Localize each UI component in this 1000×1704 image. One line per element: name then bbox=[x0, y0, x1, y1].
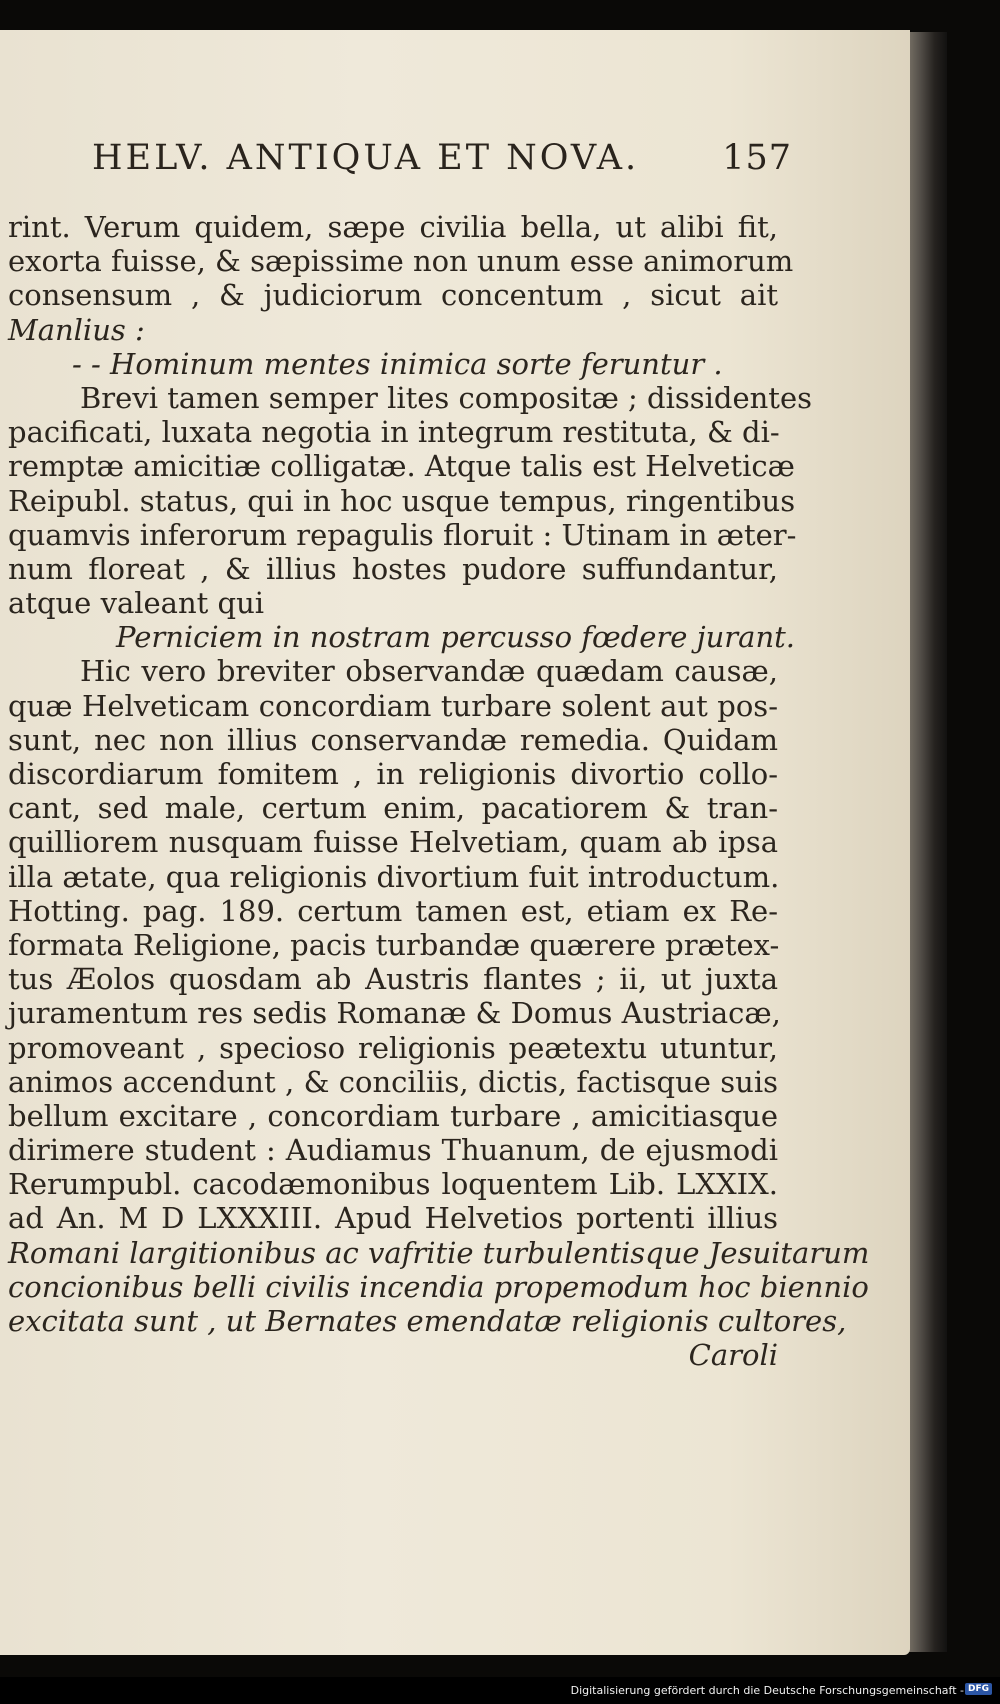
text-line: promoveant , specioso religionis peætextu utuntur, bbox=[8, 1030, 778, 1065]
text-line: bellum excitare , concordiam turbare , amicitiasque bbox=[8, 1098, 778, 1133]
text-line: Rerumpubl. cacodæmonibus loquentem Lib. LXXIX. bbox=[8, 1167, 778, 1202]
text-line: juramentum res sedis Romanæ & Domus Austriacæ, bbox=[8, 996, 781, 1031]
text-line: Brevi tamen semper lites compositæ ; dissidentes bbox=[80, 380, 813, 415]
text-line: excitata sunt , ut Bernates emendatæ religionis cultores, bbox=[8, 1304, 847, 1338]
book-page-edge bbox=[905, 32, 947, 1652]
text-line: dirimere student : Audiamus Thuanum, de ejusmodi bbox=[8, 1133, 778, 1168]
running-head bbox=[92, 138, 792, 178]
catchword: Caroli bbox=[688, 1338, 778, 1373]
text-line: illa ætate, qua religionis divortium fuit introductum. bbox=[8, 859, 780, 894]
text-line: num floreat , & illius hostes pudore suffundantur, bbox=[8, 551, 778, 586]
text-line: quilliorem nusquam fuisse Helvetiam, quam ab ipsa bbox=[8, 825, 778, 860]
text-line: remptæ amicitiæ colligatæ. Atque talis est Helveticæ bbox=[8, 449, 795, 484]
text-line: rint. Verum quidem, sæpe civilia bella, ut alibi fit, bbox=[8, 210, 778, 244]
verse-quote: - - Hominum mentes inimica sorte feruntur . bbox=[72, 346, 723, 381]
text-line: Hotting. pag. 189. certum tamen est, etiam ex Re- bbox=[8, 893, 778, 928]
funding-credit: Digitalisierung gefördert durch die Deutsche Forschungsgemeinschaft - bbox=[570, 1684, 964, 1697]
text-line: formata Religione, pacis turbandæ quærere prætex- bbox=[8, 927, 780, 962]
text-line: pacificati, luxata negotia in integrum restituta, & di- bbox=[8, 415, 780, 450]
text-line: Manlius : bbox=[8, 312, 145, 347]
text-line: quæ Helveticam concordiam turbare solent aut pos- bbox=[8, 688, 778, 723]
verse-quote: Perniciem in nostram percusso fœdere jurant. bbox=[116, 620, 795, 655]
dfg-logo: DFG bbox=[965, 1683, 992, 1695]
text-line: sunt, nec non illius conservandæ remedia. Quidam bbox=[8, 722, 778, 757]
text-line: consensum , & judiciorum concentum , sicut ait bbox=[8, 278, 778, 313]
text-line: quamvis inferorum repagulis floruit : Utinam in æter- bbox=[8, 517, 797, 552]
text-line: Romani largitionibus ac vafritie turbulentisque Jesuitarum bbox=[8, 1235, 870, 1270]
text-line: Hic vero breviter observandæ quædam causæ, bbox=[80, 654, 778, 689]
text-line: cant, sed male, certum enim, pacatiorem & tran- bbox=[8, 791, 778, 826]
text-line: animos accendunt , & conciliis, dictis, factisque suis bbox=[8, 1064, 778, 1099]
text-line: tus Æolos quosdam ab Austris flantes ; ii, ut juxta bbox=[8, 962, 778, 997]
text-line: ad An. M D LXXXIII. Apud Helvetios portenti illius bbox=[8, 1201, 778, 1236]
text-line: discordiarum fomitem , in religionis divortio collo- bbox=[8, 757, 778, 791]
page-number: 157 bbox=[722, 138, 792, 178]
text-line: concionibus belli civilis incendia propemodum hoc biennio bbox=[8, 1269, 869, 1304]
text-line: exorta fuisse, & sæpissime non unum esse animorum bbox=[8, 244, 794, 279]
running-head-title: HELV. ANTIQUA ET NOVA. bbox=[92, 138, 640, 178]
text-line: Reipubl. status, qui in hoc usque tempus, ringentibus bbox=[8, 483, 796, 518]
text-line: atque valeant qui bbox=[8, 586, 265, 621]
body-text bbox=[8, 210, 870, 1373]
